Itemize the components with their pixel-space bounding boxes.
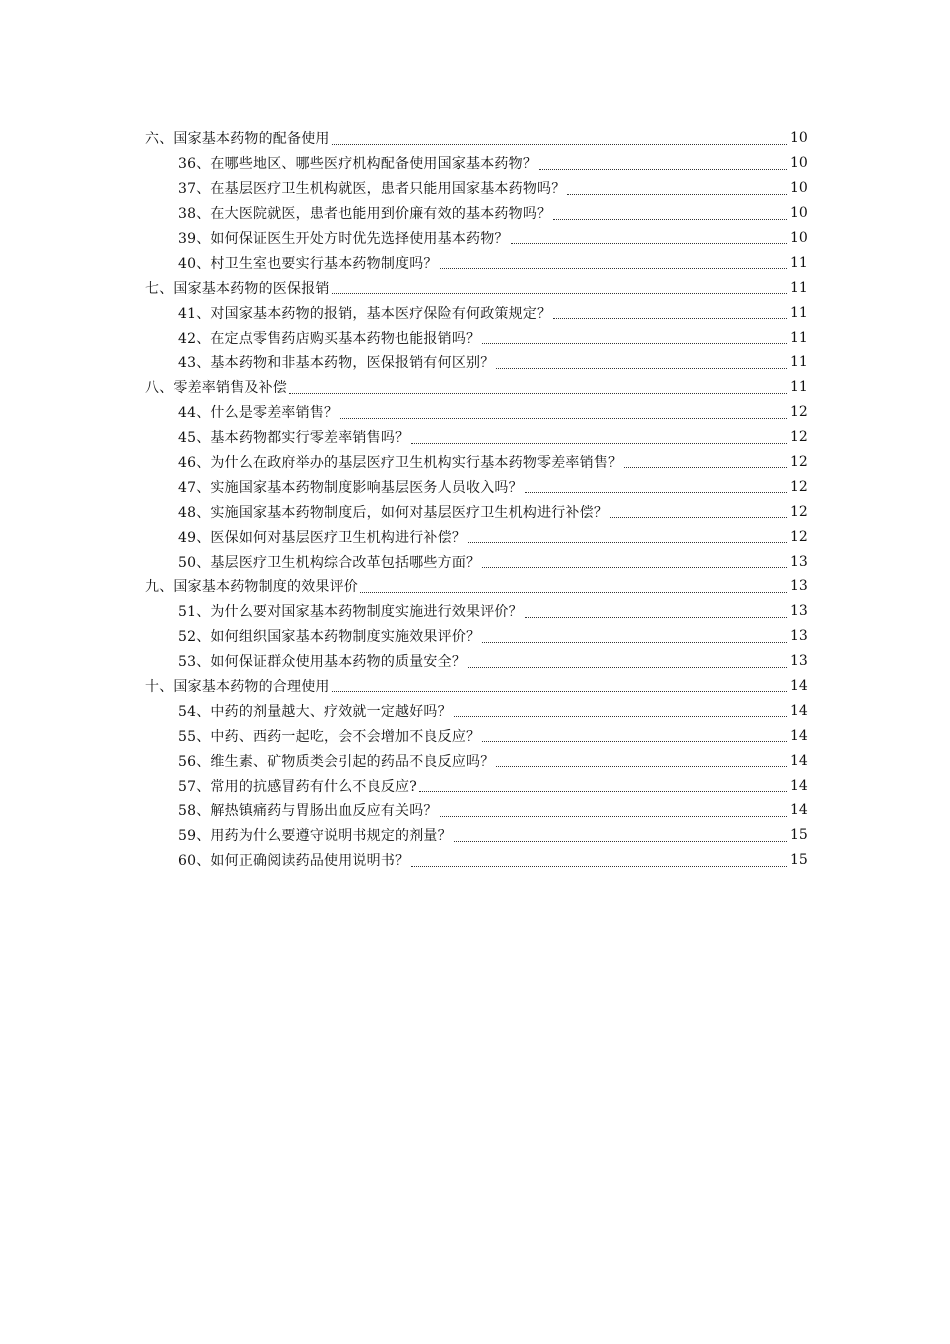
toc-dot-leader	[440, 268, 787, 269]
toc-page-number: 14	[789, 753, 810, 769]
toc-section-entry[interactable]	[0, 375, 950, 400]
toc-dot-leader	[468, 542, 787, 543]
toc-item-entry[interactable]	[0, 350, 950, 375]
toc-page-number: 13	[789, 653, 810, 669]
table-of-contents	[0, 126, 950, 873]
toc-section-entry[interactable]	[0, 275, 950, 300]
toc-page-number: 14	[789, 728, 810, 744]
toc-page-number: 11	[789, 379, 810, 395]
toc-page-number: 14	[789, 802, 810, 818]
toc-entry-title: 46、为什么在政府举办的基层医疗卫生机构实行基本药物零差率销售？	[178, 452, 624, 472]
toc-dot-leader	[419, 791, 787, 792]
toc-dot-leader	[340, 418, 787, 419]
toc-entry-title: 49、医保如何对基层医疗卫生机构进行补偿？	[178, 527, 468, 547]
toc-page-number: 10	[789, 230, 810, 246]
toc-item-entry[interactable]	[0, 723, 950, 748]
toc-item-entry[interactable]	[0, 474, 950, 499]
toc-entry-title: 38、在大医院就医，患者也能用到价廉有效的基本药物吗？	[178, 203, 553, 223]
toc-dot-leader	[411, 443, 787, 444]
toc-entry-title: 43、基本药物和非基本药物，医保报销有何区别？	[178, 352, 496, 372]
toc-page-number: 12	[789, 479, 810, 495]
toc-entry-title: 56、维生素、矿物质类会引起的药品不良反应吗？	[178, 751, 496, 771]
toc-item-entry[interactable]	[0, 823, 950, 848]
toc-entry-title: 40、村卫生室也要实行基本药物制度吗？	[178, 253, 440, 273]
toc-entry-title: 44、什么是零差率销售？	[178, 402, 340, 422]
toc-item-entry[interactable]	[0, 698, 950, 723]
toc-entry-title: 51、为什么要对国家基本药物制度实施进行效果评价？	[178, 601, 525, 621]
toc-dot-leader	[525, 617, 787, 618]
toc-page-number: 11	[789, 354, 810, 370]
toc-page-number: 10	[789, 180, 810, 196]
toc-item-entry[interactable]	[0, 201, 950, 226]
toc-page-number: 12	[789, 454, 810, 470]
toc-dot-leader	[553, 318, 787, 319]
toc-page-number: 12	[789, 429, 810, 445]
toc-entry-title: 48、实施国家基本药物制度后，如何对基层医疗卫生机构进行补偿？	[178, 502, 610, 522]
toc-entry-title: 54、中药的剂量越大、疗效就一定越好吗？	[178, 701, 454, 721]
toc-dot-leader	[511, 243, 787, 244]
toc-item-entry[interactable]	[0, 151, 950, 176]
toc-page-number: 12	[789, 404, 810, 420]
toc-dot-leader	[454, 841, 787, 842]
toc-entry-title: 九、国家基本药物制度的效果评价	[145, 576, 360, 596]
toc-page-number: 11	[789, 330, 810, 346]
toc-item-entry[interactable]	[0, 250, 950, 275]
toc-item-entry[interactable]	[0, 524, 950, 549]
toc-dot-leader	[525, 492, 787, 493]
toc-dot-leader	[332, 691, 787, 692]
toc-item-entry[interactable]	[0, 425, 950, 450]
toc-dot-leader	[289, 393, 787, 394]
toc-section-entry[interactable]	[0, 674, 950, 699]
toc-dot-leader	[624, 467, 787, 468]
toc-page-number: 11	[789, 280, 810, 296]
toc-item-entry[interactable]	[0, 848, 950, 873]
toc-dot-leader	[482, 642, 787, 643]
toc-item-entry[interactable]	[0, 300, 950, 325]
toc-section-entry[interactable]	[0, 126, 950, 151]
toc-entry-title: 50、基层医疗卫生机构综合改革包括哪些方面？	[178, 552, 482, 572]
toc-page-number: 10	[789, 205, 810, 221]
toc-page-number: 14	[789, 703, 810, 719]
toc-page-number: 11	[789, 255, 810, 271]
toc-entry-title: 36、在哪些地区、哪些医疗机构配备使用国家基本药物？	[178, 153, 539, 173]
toc-entry-title: 60、如何正确阅读药品使用说明书？	[178, 850, 411, 870]
toc-entry-title: 53、如何保证群众使用基本药物的质量安全？	[178, 651, 468, 671]
toc-page-number: 13	[789, 628, 810, 644]
toc-dot-leader	[496, 368, 787, 369]
toc-item-entry[interactable]	[0, 499, 950, 524]
toc-page-number: 13	[789, 554, 810, 570]
toc-page-number: 14	[789, 778, 810, 794]
toc-entry-title: 57、常用的抗感冒药有什么不良反应?	[178, 776, 419, 796]
toc-entry-title: 58、解热镇痛药与胃肠出血反应有关吗？	[178, 800, 440, 820]
toc-item-entry[interactable]	[0, 798, 950, 823]
toc-item-entry[interactable]	[0, 549, 950, 574]
toc-section-entry[interactable]	[0, 574, 950, 599]
toc-page-number: 14	[789, 678, 810, 694]
toc-dot-leader	[567, 194, 787, 195]
toc-entry-title: 52、如何组织国家基本药物制度实施效果评价？	[178, 626, 482, 646]
toc-entry-title: 41、对国家基本药物的报销，基本医疗保险有何政策规定？	[178, 303, 553, 323]
toc-dot-leader	[539, 169, 787, 170]
toc-dot-leader	[440, 816, 787, 817]
toc-item-entry[interactable]	[0, 773, 950, 798]
toc-entry-title: 42、在定点零售药店购买基本药物也能报销吗？	[178, 328, 482, 348]
toc-entry-title: 十、国家基本药物的合理使用	[145, 676, 332, 696]
toc-item-entry[interactable]	[0, 450, 950, 475]
toc-dot-leader	[553, 219, 787, 220]
toc-item-entry[interactable]	[0, 599, 950, 624]
toc-entry-title: 39、如何保证医生开处方时优先选择使用基本药物？	[178, 228, 511, 248]
toc-entry-title: 45、基本药物都实行零差率销售吗？	[178, 427, 411, 447]
toc-entry-title: 六、国家基本药物的配备使用	[145, 128, 332, 148]
toc-page-number: 12	[789, 529, 810, 545]
toc-dot-leader	[482, 567, 787, 568]
toc-page-number: 13	[789, 578, 810, 594]
toc-dot-leader	[610, 517, 787, 518]
toc-page-number: 15	[789, 852, 810, 868]
toc-page-number: 11	[789, 305, 810, 321]
toc-entry-title: 七、国家基本药物的医保报销	[145, 278, 332, 298]
toc-item-entry[interactable]	[0, 400, 950, 425]
toc-entry-title: 59、用药为什么要遵守说明书规定的剂量？	[178, 825, 454, 845]
toc-item-entry[interactable]	[0, 748, 950, 773]
toc-dot-leader	[482, 343, 787, 344]
toc-entry-title: 55、中药、西药一起吃，会不会增加不良反应？	[178, 726, 482, 746]
toc-entry-title: 八、零差率销售及补偿	[145, 377, 289, 397]
toc-dot-leader	[468, 667, 787, 668]
toc-entry-title: 47、实施国家基本药物制度影响基层医务人员收入吗？	[178, 477, 525, 497]
toc-item-entry[interactable]	[0, 624, 950, 649]
toc-page-number: 10	[789, 130, 810, 146]
toc-dot-leader	[454, 716, 787, 717]
toc-dot-leader	[360, 592, 787, 593]
toc-dot-leader	[332, 144, 787, 145]
toc-dot-leader	[411, 866, 787, 867]
toc-dot-leader	[332, 293, 787, 294]
toc-page-number: 13	[789, 603, 810, 619]
toc-item-entry[interactable]	[0, 325, 950, 350]
toc-item-entry[interactable]	[0, 649, 950, 674]
toc-dot-leader	[496, 766, 787, 767]
toc-page-number: 12	[789, 504, 810, 520]
toc-dot-leader	[482, 741, 787, 742]
toc-page-number: 15	[789, 827, 810, 843]
toc-item-entry[interactable]	[0, 226, 950, 251]
toc-item-entry[interactable]	[0, 176, 950, 201]
toc-entry-title: 37、在基层医疗卫生机构就医，患者只能用国家基本药物吗？	[178, 178, 567, 198]
toc-page-number: 10	[789, 155, 810, 171]
